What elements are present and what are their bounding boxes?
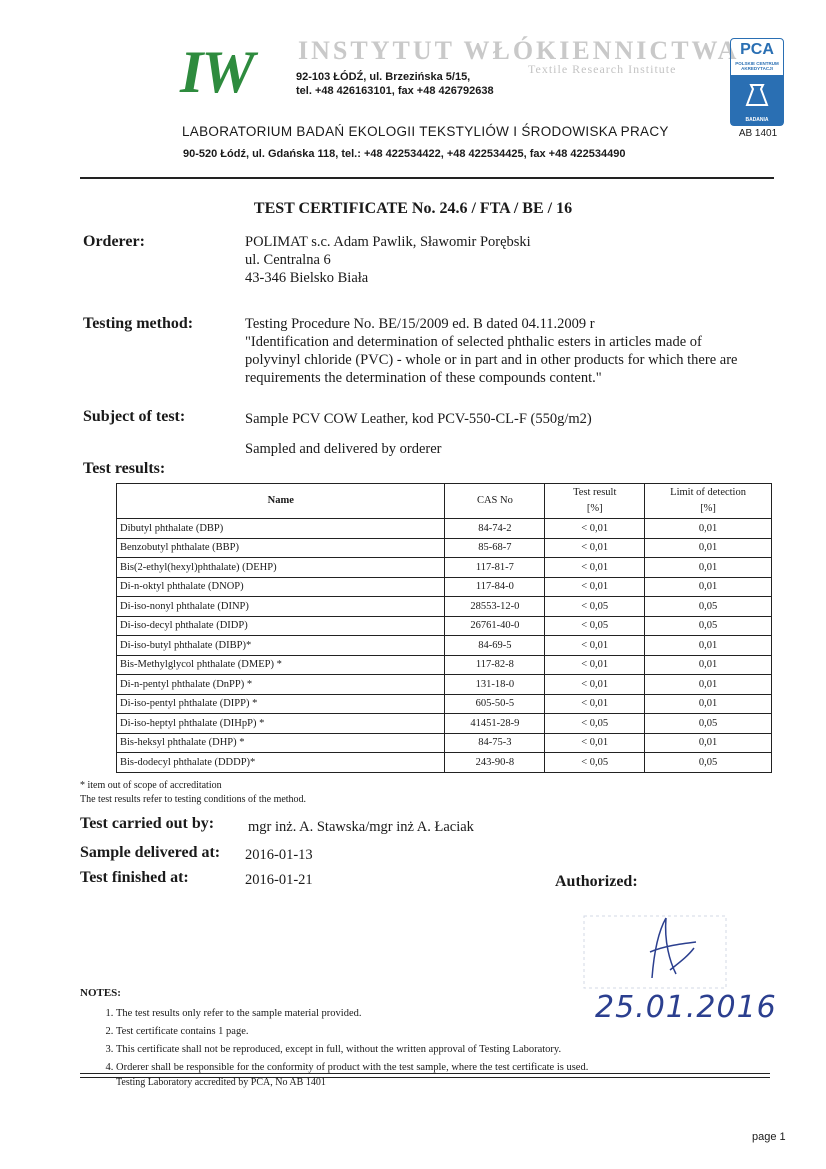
table-footnote-conditions: The test results refer to testing conditions of the method.: [80, 794, 307, 805]
footer-divider-top: [80, 1073, 770, 1074]
header-unit: [%]: [700, 503, 716, 514]
institute-address: [296, 70, 494, 98]
orderer-line: POLIMAT s.c. Adam Pawlik, Sławomir Porębski: [245, 234, 531, 250]
table-row: [117, 694, 772, 714]
institute-logo: IW: [180, 39, 253, 105]
cell-test-result: < 0,05: [545, 753, 645, 773]
cell-test-result: < 0,01: [545, 655, 645, 675]
column-header-test-result: [545, 484, 645, 519]
orderer-label: Orderer:: [83, 233, 145, 250]
cell-name: Bis-Methylglycol phthalate (DMEP) *: [117, 655, 445, 675]
cell-cas: 84-75-3: [445, 733, 545, 753]
institute-name: INSTYTUT WŁÓKIENNICTWA: [298, 36, 740, 65]
cell-limit-of-detection: 0,01: [645, 675, 772, 695]
cell-name: Di-n-pentyl phthalate (DnPP) *: [117, 675, 445, 695]
cell-cas: 117-82-8: [445, 655, 545, 675]
pca-small-text: POLSKIE CENTRUM AKREDYTACJI: [735, 61, 779, 71]
pca-logo-text: PCA: [740, 41, 774, 58]
test-finished-value: 2016-01-21: [245, 872, 313, 888]
cell-cas: 26761-40-0: [445, 616, 545, 636]
orderer-line: 43-346 Bielsko Biała: [245, 270, 369, 286]
cell-name: Di-iso-butyl phthalate (DIBP)*: [117, 636, 445, 656]
cell-limit-of-detection: 0,05: [645, 753, 772, 773]
cell-test-result: < 0,01: [545, 577, 645, 597]
cell-name: Bis-dodecyl phthalate (DDDP)*: [117, 753, 445, 773]
cell-limit-of-detection: 0,01: [645, 636, 772, 656]
handwritten-date: 25.01.2016: [595, 990, 777, 1025]
notes-list: [80, 1005, 588, 1077]
cell-test-result: < 0,01: [545, 733, 645, 753]
cell-name: Di-iso-pentyl phthalate (DIPP) *: [117, 694, 445, 714]
note-item: 1. The test results only refer to the sample material provided.: [116, 1005, 588, 1023]
note-item: 2. Test certificate contains 1 page.: [116, 1023, 588, 1041]
testing-method-details: [245, 315, 785, 387]
table-row: [117, 577, 772, 597]
cell-name: Di-n-oktyl phthalate (DNOP): [117, 577, 445, 597]
pca-accreditation-logo: [730, 38, 784, 126]
cell-cas: 117-84-0: [445, 577, 545, 597]
note-item: 3. This certificate shall not be reproduced, except in full, without the written approval of Testing Laboratory.: [116, 1041, 588, 1059]
cell-cas: 243-90-8: [445, 753, 545, 773]
column-header-name: Name: [117, 484, 445, 519]
cell-name: Bis(2-ethyl(hexyl)phthalate) (DEHP): [117, 558, 445, 578]
table-row: [117, 616, 772, 636]
cell-test-result: < 0,01: [545, 675, 645, 695]
note-item: 4. Orderer shall be responsible for the conformity of product with the test sample, where the test certificate is used.: [116, 1059, 588, 1077]
cell-name: Di-iso-decyl phthalate (DIDP): [117, 616, 445, 636]
cell-test-result: < 0,01: [545, 694, 645, 714]
page-number: page 1: [752, 1131, 786, 1143]
cell-cas: 131-18-0: [445, 675, 545, 695]
column-header-cas: CAS No: [445, 484, 545, 519]
table-row: [117, 714, 772, 734]
subject-value: Sample PCV COW Leather, kod PCV-550-CL-F (550g/m2): [245, 411, 592, 427]
table-row: [117, 675, 772, 695]
cell-limit-of-detection: 0,05: [645, 714, 772, 734]
cell-test-result: < 0,01: [545, 519, 645, 539]
cell-name: Bis-heksyl phthalate (DHP) *: [117, 733, 445, 753]
header-text: Limit of detection: [670, 487, 746, 498]
method-line: polyvinyl chloride (PVC) - whole or in part and in other products for which there are: [245, 352, 738, 368]
method-line: "Identification and determination of selected phthalic esters in articles made of: [245, 334, 702, 350]
header-unit: [%]: [586, 503, 603, 514]
carried-out-value: mgr inż. A. Stawska/mgr inż A. Łaciak: [248, 819, 474, 835]
cell-limit-of-detection: 0,01: [645, 538, 772, 558]
table-row: [117, 538, 772, 558]
orderer-line: ul. Centralna 6: [245, 252, 331, 268]
cell-cas: 84-74-2: [445, 519, 545, 539]
method-line: Testing Procedure No. BE/15/2009 ed. B dated 04.11.2009 r: [245, 316, 595, 332]
test-finished-label: Test finished at:: [80, 869, 189, 886]
cell-limit-of-detection: 0,01: [645, 694, 772, 714]
table-row: [117, 519, 772, 539]
cell-cas: 84-69-5: [445, 636, 545, 656]
table-row: [117, 753, 772, 773]
table-row: [117, 558, 772, 578]
cell-limit-of-detection: 0,05: [645, 616, 772, 636]
header-divider: [80, 177, 774, 179]
cell-name: Di-iso-heptyl phthalate (DIHpP) *: [117, 714, 445, 734]
cell-limit-of-detection: 0,05: [645, 597, 772, 617]
results-table: [116, 483, 772, 773]
notes-title: NOTES:: [80, 987, 121, 999]
method-line: requirements the determination of these compounds content.": [245, 370, 602, 386]
sampling-note: Sampled and delivered by orderer: [245, 441, 442, 457]
cell-limit-of-detection: 0,01: [645, 733, 772, 753]
cell-test-result: < 0,05: [545, 616, 645, 636]
header-text: Test result: [573, 487, 617, 498]
table-row: [117, 655, 772, 675]
accreditation-note: Testing Laboratory accredited by PCA, No AB 1401: [116, 1077, 326, 1088]
results-table-body: [117, 519, 772, 773]
cell-cas: 117-81-7: [445, 558, 545, 578]
institute-subtitle: Textile Research Institute: [528, 62, 677, 76]
signature-icon: [640, 912, 700, 982]
cell-cas: 85-68-7: [445, 538, 545, 558]
testing-method-label: Testing method:: [83, 315, 194, 332]
cell-name: Dibutyl phthalate (DBP): [117, 519, 445, 539]
table-footnote-scope: * item out of scope of accreditation: [80, 780, 222, 791]
pca-ab-number: AB 1401: [738, 128, 778, 139]
pca-badania-text: BADANIA: [745, 117, 769, 123]
cell-test-result: < 0,01: [545, 538, 645, 558]
table-row: [117, 636, 772, 656]
cell-test-result: < 0,01: [545, 558, 645, 578]
cell-cas: 41451-28-9: [445, 714, 545, 734]
subject-label: Subject of test:: [83, 408, 186, 425]
cell-cas: 28553-12-0: [445, 597, 545, 617]
orderer-details: [245, 233, 531, 287]
address-line-1: 92-103 ŁÓDŹ, ul. Brzezińska 5/15,: [296, 71, 471, 83]
sample-delivered-label: Sample delivered at:: [80, 844, 221, 861]
table-header-row: [117, 484, 772, 519]
cell-limit-of-detection: 0,01: [645, 558, 772, 578]
test-results-label: Test results:: [83, 460, 166, 477]
laboratory-name: LABORATORIUM BADAŃ EKOLOGII TEKSTYLIÓW I ŚRODOWISKA PRACY: [182, 124, 669, 139]
cell-cas: 605-50-5: [445, 694, 545, 714]
cell-test-result: < 0,05: [545, 597, 645, 617]
cell-limit-of-detection: 0,01: [645, 655, 772, 675]
cell-name: Benzobutyl phthalate (BBP): [117, 538, 445, 558]
cell-test-result: < 0,01: [545, 636, 645, 656]
cell-limit-of-detection: 0,01: [645, 577, 772, 597]
laboratory-address: 90-520 Łódź, ul. Gdańska 118, tel.: +48 422534422, +48 422534425, fax +48 422534490: [183, 148, 626, 160]
table-row: [117, 733, 772, 753]
certificate-title: TEST CERTIFICATE No. 24.6 / FTA / BE / 16: [253, 200, 573, 217]
authorized-label: Authorized:: [555, 873, 638, 890]
cell-test-result: < 0,05: [545, 714, 645, 734]
carried-out-label: Test carried out by:: [80, 815, 215, 832]
address-line-2: tel. +48 426163101, fax +48 426792638: [296, 85, 494, 97]
sample-delivered-value: 2016-01-13: [245, 847, 313, 863]
cell-name: Di-iso-nonyl phthalate (DINP): [117, 597, 445, 617]
cell-limit-of-detection: 0,01: [645, 519, 772, 539]
table-row: [117, 597, 772, 617]
column-header-limit: [645, 484, 772, 519]
